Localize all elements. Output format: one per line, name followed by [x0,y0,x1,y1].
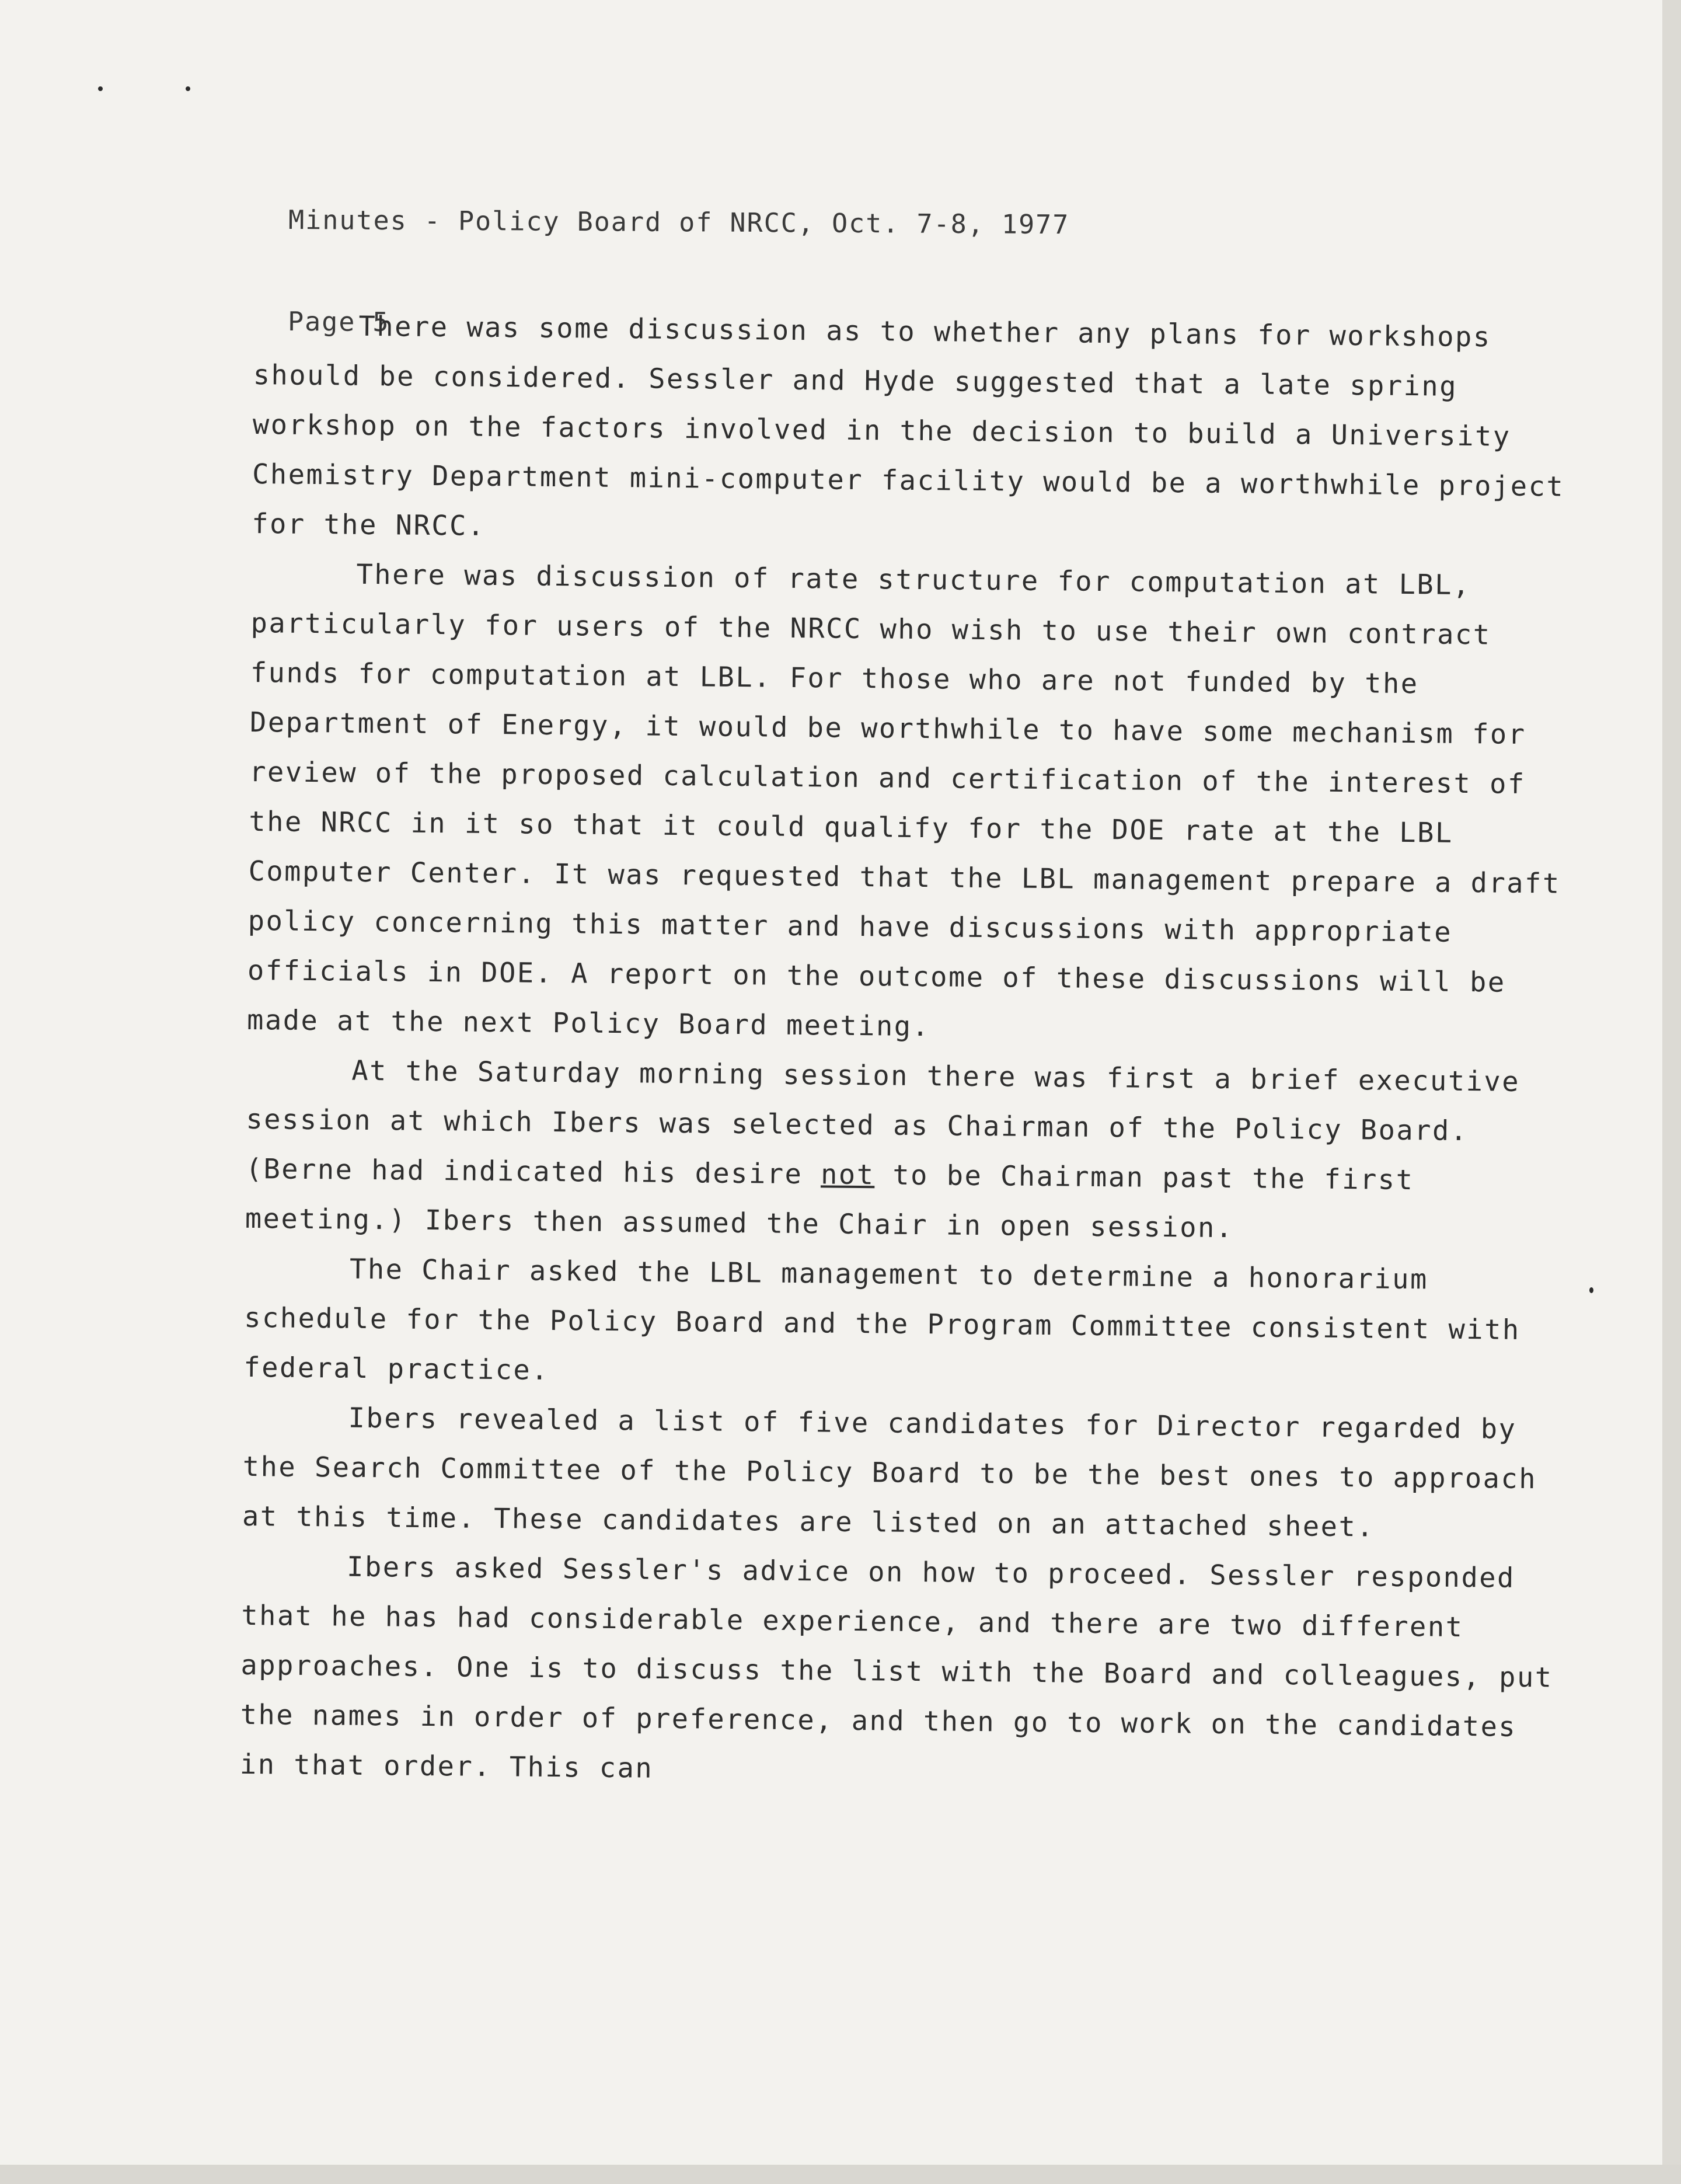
minutes-body [240,301,1579,1802]
header-title: Minutes - Policy Board of NRCC, Oct. 7-8, 1977 [288,204,1070,241]
page-edge-bottom [0,2165,1681,2184]
paragraph-rate-structure: There was discussion of rate structure for computation at LBL, particularly for users of the NRCC who wish to use their own contract funds for computation at LBL. For those who are not funded by the Department of Energy, it would be worthwhile to have some mechanism for review of the proposed calculation and certification of the interest of the NRCC in it so that it could qualify for the DOE rate at the LBL Computer Center. It was requested that the LBL management prepare a draft policy concerning this matter and have discussions with appropriate officials in DOE. A report on the outcome of these discussions will be made at the next Policy Board meeting. [246,558,1561,1043]
header-page-number: Page 5 [287,305,390,338]
paper-speck [1589,1287,1593,1293]
paragraph-candidates: Ibers revealed a list of five candidates for Director regarded by the Search Committee of the Policy Board to be the best ones to approach at this time. These candidates are listed on an attached sheet. [242,1402,1537,1544]
paragraph-text: At the Saturday morning session there was first a brief executive session at which Ibers was selected as Chairman of the Policy Board. (Berne had indicated his desire [245,1054,1520,1191]
paragraph-text: to be Chairman past the first meeting.) Ibers then assumed the Chair in open session. [245,1159,1414,1245]
paragraph-workshops: There was some discussion as to whether any plans for workshops should be considered. Sessler and Hyde suggested that a late spring workshop on the factors involved in the decision to build a University Chemistry Department mini-computer facility would be a worthwhile project for the NRCC. [252,310,1565,542]
paragraph-saturday-session [245,1045,1571,1256]
underlined-word: not [820,1158,875,1192]
paragraph-honorarium: The Chair asked the LBL management to determine a honorarium schedule for the Policy Board and the Program Committee consistent with federal practice. [243,1253,1520,1387]
paper-speck [186,86,190,91]
paper-speck [98,86,103,91]
paragraph-sessler-advice: Ibers asked Sessler's advice on how to proceed. Sessler responded that he has had considerable experience, and there are two different approaches. One is to discuss the list with the Board and colleagues, put the names in order of preference, and then go to work on the candidates in that order. This can [239,1551,1553,1785]
page-edge-right [1662,0,1681,2184]
